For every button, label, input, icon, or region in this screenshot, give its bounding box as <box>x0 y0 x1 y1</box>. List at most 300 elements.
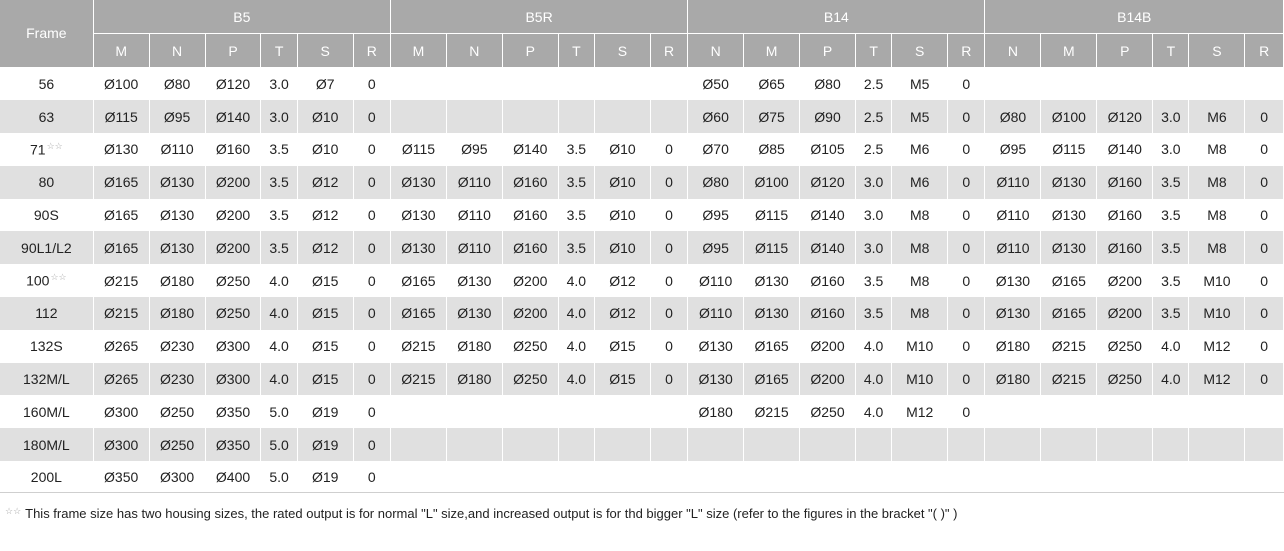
table-cell: Ø200 <box>800 363 856 396</box>
table-cell: Ø19 <box>297 461 353 494</box>
table-cell: 3.0 <box>855 166 891 199</box>
table-cell: Ø160 <box>800 297 856 330</box>
table-cell: Ø130 <box>744 264 800 297</box>
table-cell: Ø165 <box>1041 264 1097 297</box>
table-cell: 0 <box>1245 330 1284 363</box>
column-header-b14b-m: M <box>1041 34 1097 68</box>
table-cell <box>650 428 687 461</box>
table-cell: M8 <box>892 199 948 232</box>
table-cell <box>594 395 650 428</box>
frame-label: 112 <box>35 305 58 322</box>
table-cell: Ø65 <box>744 67 800 100</box>
table-cell: Ø230 <box>149 330 205 363</box>
table-cell: Ø265 <box>93 330 149 363</box>
table-cell <box>650 100 687 133</box>
group-header-b14b: B14B <box>985 0 1284 34</box>
table-cell <box>558 67 594 100</box>
table-cell: M6 <box>1189 100 1245 133</box>
column-header-b5-n: N <box>149 34 205 68</box>
table-cell: 0 <box>1245 100 1284 133</box>
table-cell: 2.5 <box>855 133 891 166</box>
frame-cell <box>0 199 93 232</box>
table-cell: 3.5 <box>1153 264 1189 297</box>
table-cell <box>1153 395 1189 428</box>
table-cell: 0 <box>948 231 985 264</box>
table-cell <box>892 461 948 494</box>
table-cell: Ø165 <box>390 297 446 330</box>
table-cell: M10 <box>1189 264 1245 297</box>
table-cell: Ø10 <box>594 166 650 199</box>
table-cell <box>650 461 687 494</box>
footnote-divider <box>0 492 1284 493</box>
column-header-b14-p: P <box>800 34 856 68</box>
table-cell <box>502 461 558 494</box>
frame-cell <box>0 461 93 494</box>
table-cell: Ø115 <box>744 199 800 232</box>
table-cell: Ø200 <box>502 297 558 330</box>
table-cell: Ø115 <box>93 100 149 133</box>
table-cell: 3.0 <box>1153 100 1189 133</box>
frame-cell <box>0 231 93 264</box>
table-cell <box>985 395 1041 428</box>
table-cell: 0 <box>353 133 390 166</box>
table-cell: Ø130 <box>1041 231 1097 264</box>
table-cell: 0 <box>353 428 390 461</box>
table-body <box>0 67 1284 494</box>
frame-cell <box>0 428 93 461</box>
table-cell: 0 <box>948 330 985 363</box>
table-cell: Ø80 <box>985 100 1041 133</box>
table-cell <box>1041 395 1097 428</box>
table-cell: M12 <box>892 395 948 428</box>
column-header-b14b-s: S <box>1189 34 1245 68</box>
table-cell <box>985 428 1041 461</box>
table-cell: 3.5 <box>261 231 297 264</box>
table-cell: Ø140 <box>800 199 856 232</box>
table-cell <box>650 395 687 428</box>
table-row <box>0 330 1284 363</box>
column-header-b5-p: P <box>205 34 261 68</box>
table-cell: 3.5 <box>1153 297 1189 330</box>
table-cell: Ø250 <box>205 297 261 330</box>
table-cell: Ø250 <box>149 428 205 461</box>
table-cell: Ø120 <box>205 67 261 100</box>
table-cell: Ø12 <box>297 199 353 232</box>
table-cell <box>1245 428 1284 461</box>
table-cell <box>744 461 800 494</box>
table-cell: M12 <box>1189 330 1245 363</box>
column-header-b14b-p: P <box>1097 34 1153 68</box>
table-cell <box>502 428 558 461</box>
table-row <box>0 395 1284 428</box>
table-cell: 0 <box>353 297 390 330</box>
table-row <box>0 428 1284 461</box>
table-cell: 4.0 <box>558 363 594 396</box>
table-row <box>0 133 1284 166</box>
table-cell: 5.0 <box>261 428 297 461</box>
table-cell: M10 <box>892 363 948 396</box>
table-cell <box>594 428 650 461</box>
table-cell: Ø120 <box>800 166 856 199</box>
table-cell: Ø200 <box>502 264 558 297</box>
table-cell: Ø110 <box>149 133 205 166</box>
table-cell <box>948 428 985 461</box>
table-cell: 0 <box>948 100 985 133</box>
table-cell: Ø10 <box>594 133 650 166</box>
column-header-b5-t: T <box>261 34 297 68</box>
table-row <box>0 264 1284 297</box>
table-cell: Ø215 <box>1041 330 1097 363</box>
table-cell <box>1097 395 1153 428</box>
column-header-b5r-m: M <box>390 34 446 68</box>
table-cell <box>446 428 502 461</box>
table-cell: Ø130 <box>390 166 446 199</box>
table-cell <box>390 67 446 100</box>
table-cell: M5 <box>892 100 948 133</box>
table-cell <box>1189 461 1245 494</box>
frame-label: 180M/L <box>23 436 70 453</box>
table-cell <box>1189 428 1245 461</box>
table-cell <box>594 67 650 100</box>
table-cell: Ø95 <box>446 133 502 166</box>
table-cell <box>1245 67 1284 100</box>
table-cell: Ø200 <box>800 330 856 363</box>
column-header-b14-m: M <box>744 34 800 68</box>
table-cell <box>744 428 800 461</box>
table-cell: M8 <box>1189 199 1245 232</box>
table-row <box>0 100 1284 133</box>
table-cell <box>1153 67 1189 100</box>
table-cell: 4.0 <box>261 330 297 363</box>
table-cell: 4.0 <box>558 330 594 363</box>
table-cell: M8 <box>892 297 948 330</box>
frame-label: 160M/L <box>23 403 70 420</box>
table-cell: Ø200 <box>205 199 261 232</box>
table-cell: Ø250 <box>149 395 205 428</box>
table-row <box>0 363 1284 396</box>
table-cell: 0 <box>1245 133 1284 166</box>
frame-cell <box>0 363 93 396</box>
table-cell <box>855 428 891 461</box>
table-cell: Ø75 <box>744 100 800 133</box>
table-cell <box>390 395 446 428</box>
column-header-b5-m: M <box>93 34 149 68</box>
table-cell: Ø180 <box>446 363 502 396</box>
table-cell: Ø300 <box>205 363 261 396</box>
table-cell: 4.0 <box>855 363 891 396</box>
table-cell <box>446 100 502 133</box>
table-cell: 0 <box>353 395 390 428</box>
table-cell: 0 <box>353 363 390 396</box>
table-cell: Ø100 <box>1041 100 1097 133</box>
frame-label: 80 <box>38 174 55 191</box>
table-cell: Ø140 <box>800 231 856 264</box>
table-cell: Ø110 <box>985 199 1041 232</box>
table-cell <box>650 67 687 100</box>
table-cell: 5.0 <box>261 461 297 494</box>
table-cell: 5.0 <box>261 395 297 428</box>
table-cell: 0 <box>353 264 390 297</box>
table-cell: 0 <box>353 461 390 494</box>
table-cell: 0 <box>948 395 985 428</box>
table-cell: 2.5 <box>855 67 891 100</box>
table-cell: Ø300 <box>205 330 261 363</box>
group-header-row <box>0 0 1284 34</box>
table-cell: M6 <box>892 166 948 199</box>
table-cell: Ø110 <box>446 199 502 232</box>
table-cell: Ø10 <box>297 133 353 166</box>
table-cell: Ø100 <box>744 166 800 199</box>
group-header-b14: B14 <box>688 0 985 34</box>
table-cell: Ø250 <box>502 330 558 363</box>
table-cell: Ø130 <box>390 231 446 264</box>
table-cell: Ø15 <box>297 264 353 297</box>
table-cell <box>1189 67 1245 100</box>
table-cell: Ø160 <box>502 199 558 232</box>
table-cell: Ø15 <box>297 363 353 396</box>
table-cell: 0 <box>650 330 687 363</box>
table-cell: Ø95 <box>985 133 1041 166</box>
table-cell: Ø130 <box>149 199 205 232</box>
table-cell: 0 <box>1245 199 1284 232</box>
table-cell: M8 <box>892 231 948 264</box>
frame-cell <box>0 264 93 297</box>
table-row <box>0 461 1284 494</box>
frame-label: 63 <box>38 108 55 125</box>
table-cell: Ø215 <box>93 297 149 330</box>
table-cell: Ø19 <box>297 395 353 428</box>
frame-column-header: Frame <box>0 0 93 67</box>
table-cell: Ø350 <box>93 461 149 494</box>
table-cell: Ø200 <box>205 166 261 199</box>
table-cell: 0 <box>650 264 687 297</box>
table-cell: 0 <box>948 67 985 100</box>
column-header-b5-s: S <box>297 34 353 68</box>
double-star-icon: ☆☆ <box>46 141 63 152</box>
table-cell: Ø80 <box>800 67 856 100</box>
table-cell: Ø95 <box>149 100 205 133</box>
table-cell: Ø160 <box>1097 231 1153 264</box>
table-cell: Ø110 <box>985 166 1041 199</box>
frame-cell <box>0 330 93 363</box>
table-cell <box>390 461 446 494</box>
footnote-text: This frame size has two housing sizes, the rated output is for normal "L" size,and increased output is for thd bigger "L" size (refer to the figures in the bracket "( )" ) <box>25 506 958 521</box>
table-cell: 3.5 <box>1153 166 1189 199</box>
column-header-b14-r: R <box>948 34 985 68</box>
table-cell: 3.5 <box>855 297 891 330</box>
table-cell: Ø110 <box>688 264 744 297</box>
table-cell: 4.0 <box>261 363 297 396</box>
table-cell: Ø160 <box>502 231 558 264</box>
table-cell: Ø110 <box>985 231 1041 264</box>
group-header-b5r: B5R <box>390 0 687 34</box>
table-cell: Ø215 <box>744 395 800 428</box>
column-header-row <box>0 34 1284 68</box>
table-cell: Ø10 <box>594 231 650 264</box>
column-header-b14b-r: R <box>1245 34 1284 68</box>
table-cell <box>985 461 1041 494</box>
table-cell: 0 <box>1245 264 1284 297</box>
table-cell: Ø300 <box>93 395 149 428</box>
table-cell: Ø160 <box>1097 199 1153 232</box>
table-cell: 0 <box>353 67 390 100</box>
table-cell: Ø200 <box>205 231 261 264</box>
table-cell: Ø250 <box>1097 363 1153 396</box>
frame-label: 56 <box>38 75 55 92</box>
table-cell: Ø10 <box>594 199 650 232</box>
table-cell: Ø250 <box>800 395 856 428</box>
column-header-b5-r: R <box>353 34 390 68</box>
table-cell <box>594 100 650 133</box>
table-cell: 0 <box>650 166 687 199</box>
table-cell <box>1245 461 1284 494</box>
table-cell: 0 <box>650 297 687 330</box>
table-cell: Ø160 <box>502 166 558 199</box>
table-cell <box>390 428 446 461</box>
table-cell: Ø130 <box>446 264 502 297</box>
table-cell: Ø215 <box>390 330 446 363</box>
column-header-b5r-r: R <box>650 34 687 68</box>
table-cell: 3.5 <box>1153 199 1189 232</box>
table-cell <box>1041 461 1097 494</box>
table-cell <box>948 461 985 494</box>
table-cell: Ø80 <box>149 67 205 100</box>
table-cell: Ø90 <box>800 100 856 133</box>
table-cell: Ø200 <box>1097 264 1153 297</box>
table-cell: Ø350 <box>205 428 261 461</box>
frame-label: 90L1/L2 <box>21 239 72 256</box>
table-cell: Ø50 <box>688 67 744 100</box>
column-header-b5r-s: S <box>594 34 650 68</box>
table-row <box>0 231 1284 264</box>
table-cell <box>558 100 594 133</box>
table-cell: Ø160 <box>205 133 261 166</box>
table-cell: Ø130 <box>446 297 502 330</box>
table-cell: Ø165 <box>390 264 446 297</box>
table-cell: M12 <box>1189 363 1245 396</box>
table-cell: 3.5 <box>261 199 297 232</box>
table-cell: 0 <box>1245 297 1284 330</box>
table-cell: Ø250 <box>502 363 558 396</box>
table-cell: Ø165 <box>93 199 149 232</box>
table-cell <box>502 100 558 133</box>
table-cell <box>1153 428 1189 461</box>
table-cell: Ø250 <box>1097 330 1153 363</box>
table-cell: Ø7 <box>297 67 353 100</box>
column-header-b14b-t: T <box>1153 34 1189 68</box>
table-cell: Ø140 <box>1097 133 1153 166</box>
table-cell <box>558 428 594 461</box>
table-cell <box>390 100 446 133</box>
table-cell: 4.0 <box>558 297 594 330</box>
table-cell <box>1097 428 1153 461</box>
table-cell: 3.5 <box>558 133 594 166</box>
table-cell <box>558 395 594 428</box>
table-cell: M10 <box>892 330 948 363</box>
table-cell: Ø300 <box>93 428 149 461</box>
table-cell: Ø165 <box>93 231 149 264</box>
frame-cell <box>0 297 93 330</box>
table-cell <box>1041 428 1097 461</box>
table-cell: Ø105 <box>800 133 856 166</box>
table-cell: Ø130 <box>688 330 744 363</box>
table-cell: Ø130 <box>985 297 1041 330</box>
frame-label: 132M/L <box>23 371 70 388</box>
table-cell: Ø250 <box>205 264 261 297</box>
table-cell: Ø15 <box>297 297 353 330</box>
table-cell <box>446 395 502 428</box>
table-row <box>0 166 1284 199</box>
table-cell: 3.5 <box>261 133 297 166</box>
table-cell: Ø19 <box>297 428 353 461</box>
table-cell: Ø130 <box>1041 166 1097 199</box>
table-cell: Ø160 <box>1097 166 1153 199</box>
table-cell: M8 <box>1189 166 1245 199</box>
frame-label: 71 <box>30 141 46 158</box>
table-cell <box>688 428 744 461</box>
table-cell <box>558 461 594 494</box>
frame-label: 132S <box>30 338 63 355</box>
frame-cell <box>0 67 93 100</box>
table-cell: Ø95 <box>688 231 744 264</box>
table-cell: 3.0 <box>855 199 891 232</box>
table-cell: Ø165 <box>1041 297 1097 330</box>
table-cell: Ø140 <box>205 100 261 133</box>
table-cell: M5 <box>892 67 948 100</box>
table-cell: Ø180 <box>985 330 1041 363</box>
table-cell: 0 <box>650 363 687 396</box>
column-header-b5r-t: T <box>558 34 594 68</box>
table-cell: Ø130 <box>985 264 1041 297</box>
table-cell: Ø130 <box>149 231 205 264</box>
table-row <box>0 297 1284 330</box>
table-cell <box>446 461 502 494</box>
table-cell <box>502 395 558 428</box>
table-cell: Ø215 <box>93 264 149 297</box>
table-cell: Ø350 <box>205 395 261 428</box>
table-cell: M8 <box>1189 133 1245 166</box>
table-cell: Ø70 <box>688 133 744 166</box>
table-cell: Ø180 <box>149 297 205 330</box>
table-cell: 3.0 <box>1153 133 1189 166</box>
frame-cell <box>0 133 93 166</box>
table-cell: 0 <box>1245 363 1284 396</box>
table-cell: 0 <box>948 297 985 330</box>
frame-cell <box>0 100 93 133</box>
table-cell: Ø165 <box>93 166 149 199</box>
table-cell: Ø110 <box>446 231 502 264</box>
table-cell: Ø180 <box>149 264 205 297</box>
table-cell: Ø12 <box>297 166 353 199</box>
table-cell: 3.0 <box>261 67 297 100</box>
table-cell: Ø265 <box>93 363 149 396</box>
table-cell: 3.5 <box>1153 231 1189 264</box>
frame-cell <box>0 395 93 428</box>
table-cell: 0 <box>650 231 687 264</box>
table-cell <box>855 461 891 494</box>
table-cell: Ø12 <box>594 264 650 297</box>
frame-label: 100 <box>26 273 50 289</box>
table-cell: 4.0 <box>855 330 891 363</box>
table-cell: Ø115 <box>1041 133 1097 166</box>
table-cell: 3.0 <box>855 231 891 264</box>
double-star-icon: ☆☆ <box>5 506 22 516</box>
table-cell <box>985 67 1041 100</box>
table-cell: 4.0 <box>558 264 594 297</box>
table-cell: 0 <box>948 133 985 166</box>
table-cell <box>1041 67 1097 100</box>
table-cell: 0 <box>650 199 687 232</box>
